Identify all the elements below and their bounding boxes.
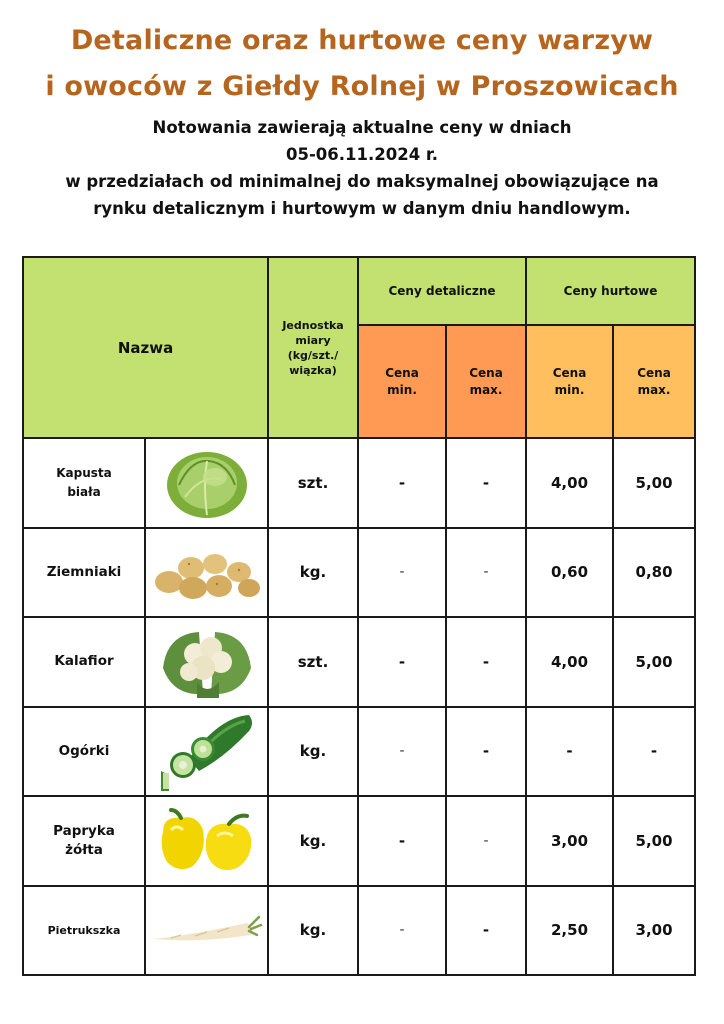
product-image	[145, 707, 268, 797]
product-name-line: Pietrukszka	[47, 923, 121, 937]
product-name	[23, 796, 145, 886]
parsley-root-icon	[151, 913, 263, 947]
retail-max-value: -	[446, 438, 526, 528]
price-table	[22, 256, 696, 976]
retail-min-value: -	[358, 438, 446, 528]
table-row	[23, 707, 695, 797]
table-row	[23, 886, 695, 976]
wholesale-min-value: 2,50	[526, 886, 613, 976]
product-name-line: Kapusta	[56, 465, 112, 480]
wholesale-max-value: 5,00	[613, 796, 695, 886]
product-name	[23, 886, 145, 976]
header-retail-min	[358, 325, 446, 438]
retail-max-value: -	[446, 617, 526, 707]
cucumbers-icon	[159, 709, 255, 793]
yellow-pepper-icon	[157, 808, 257, 874]
header-wholesale: Ceny hurtowe	[526, 257, 695, 325]
header-unit-line: wiązka)	[289, 363, 337, 377]
header-retail-max	[446, 325, 526, 438]
wholesale-min-value: 4,00	[526, 438, 613, 528]
header-label: Cena	[552, 365, 587, 380]
unit-value: kg.	[268, 528, 358, 618]
product-name-line: Ziemniaki	[46, 563, 122, 580]
unit-value: kg.	[268, 796, 358, 886]
wholesale-max-value: -	[613, 707, 695, 797]
wholesale-max-value: 5,00	[613, 438, 695, 528]
product-name-line: biała	[67, 484, 101, 499]
product-name	[23, 617, 145, 707]
product-name	[23, 528, 145, 618]
unit-value: szt.	[268, 438, 358, 528]
retail-max-value: -	[446, 886, 526, 976]
header-label: max.	[637, 382, 671, 397]
product-image	[145, 796, 268, 886]
header-unit-line: miary	[295, 333, 331, 347]
table-row	[23, 796, 695, 886]
header-label: max.	[469, 382, 503, 397]
wholesale-min-value: 4,00	[526, 617, 613, 707]
header-name: Nazwa	[23, 257, 268, 438]
retail-min-value: -	[358, 707, 446, 797]
unit-value: szt.	[268, 617, 358, 707]
header-wholesale-min	[526, 325, 613, 438]
wholesale-min-value: 0,60	[526, 528, 613, 618]
subtitle-line-1: Notowania zawierają aktualne ceny w dniach	[152, 118, 572, 137]
product-image	[145, 438, 268, 528]
wholesale-min-value: 3,00	[526, 796, 613, 886]
page-subtitle	[0, 114, 724, 222]
retail-max-value: -	[446, 528, 526, 618]
table-row	[23, 617, 695, 707]
title-line-1: Detaliczne oraz hurtowe ceny warzyw	[70, 25, 654, 56]
subtitle-line-4: rynku detalicznym i hurtowym w danym dniu handlowym.	[93, 199, 631, 218]
header-label: Cena	[637, 365, 671, 380]
unit-value: kg.	[268, 886, 358, 976]
header-unit	[268, 257, 358, 438]
product-name	[23, 438, 145, 528]
header-unit-line: (kg/szt./	[287, 348, 339, 362]
wholesale-max-value: 0,80	[613, 528, 695, 618]
page-title	[0, 18, 724, 110]
retail-min-value: -	[358, 886, 446, 976]
cabbage-icon	[161, 445, 253, 521]
retail-min-value: -	[358, 528, 446, 618]
header-label: Cena	[469, 365, 503, 380]
wholesale-max-value: 3,00	[613, 886, 695, 976]
retail-max-value: -	[446, 796, 526, 886]
wholesale-min-value: -	[526, 707, 613, 797]
retail-min-value: -	[358, 796, 446, 886]
retail-min-value: -	[358, 617, 446, 707]
subtitle-line-3: w przedziałach od minimalnej do maksymalnej obowiązujące na	[65, 172, 659, 191]
cauliflower-icon	[159, 624, 255, 700]
product-image	[145, 617, 268, 707]
title-line-2: i owoców z Giełdy Rolnej w Proszowicach	[45, 71, 679, 102]
product-name-line: Papryka	[53, 822, 115, 839]
product-name-line: żółta	[65, 841, 103, 858]
header-label: min.	[387, 382, 417, 397]
retail-max-value: -	[446, 707, 526, 797]
header-retail: Ceny detaliczne	[358, 257, 526, 325]
table-row	[23, 438, 695, 528]
header-label: Cena	[385, 365, 419, 380]
header-unit-line: Jednostka	[282, 318, 344, 332]
product-image	[145, 528, 268, 618]
product-image	[145, 886, 268, 976]
subtitle-line-2: 05-06.11.2024 r.	[286, 145, 438, 164]
header-label: min.	[554, 382, 585, 397]
potatoes-icon	[151, 542, 263, 602]
header-wholesale-max	[613, 325, 695, 438]
unit-value: kg.	[268, 707, 358, 797]
product-name	[23, 707, 145, 797]
table-row	[23, 528, 695, 618]
product-name-line: Ogórki	[58, 742, 110, 759]
wholesale-max-value: 5,00	[613, 617, 695, 707]
product-name-line: Kalafior	[54, 653, 114, 670]
